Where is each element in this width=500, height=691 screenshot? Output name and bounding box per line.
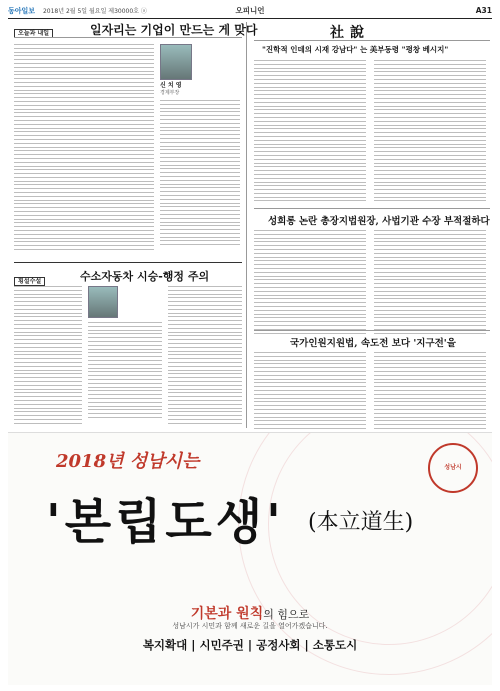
masthead [8, 4, 492, 18]
editorial-label: 社說 [330, 25, 370, 41]
ad-tagline-emphasis: 기본과 원칙 [190, 606, 264, 622]
ad-main-text: '본립도생' [46, 494, 285, 550]
editorial-3-body-text-1 [254, 352, 366, 436]
editorial-1-body-text-1 [254, 60, 366, 204]
top-rule [8, 18, 492, 19]
feature-label-box [14, 268, 45, 287]
city-logo-text: 성남시 [444, 464, 462, 471]
column-label: 오늘과 내일 [14, 29, 53, 38]
feature-label: 횡설수설 [14, 277, 45, 286]
column-body-text-2 [160, 100, 240, 248]
editorial-divider-1 [254, 208, 490, 209]
editorial-3-headline: 국가인원지원법, 속도전 보다 '지구전'을 [290, 338, 456, 349]
columnist-photo [160, 44, 192, 80]
city-advertisement [8, 432, 492, 685]
editorial-3-body-text-2 [374, 352, 486, 436]
newspaper-name: 동아일보 [8, 7, 36, 15]
editorial-divider-2 [254, 330, 490, 331]
editorial-1-body-text-2 [374, 60, 486, 204]
editorial-2-body-text-2 [374, 230, 486, 336]
byline [160, 80, 194, 96]
ad-hanja-text: (本立道生) [308, 510, 414, 535]
editorial-2-body-text-1 [254, 230, 366, 336]
column-head-rule [14, 37, 242, 38]
editorial-head-rule [254, 40, 490, 41]
ad-pillars: 복지확대 | 시민주권 | 공정사회 | 소통도시 [142, 638, 358, 652]
column-headline: 일자리는 기업이 만드는 게 맞다 [90, 23, 258, 37]
page-number: A31 [475, 6, 492, 15]
column-divider [246, 22, 247, 428]
feature-body-text-1 [14, 286, 82, 426]
feature-body-text-2 [88, 322, 162, 421]
editorial-2-headline: 성희롱 논란 총장지법원장, 사법기관 수장 부적절하다 [268, 216, 490, 227]
byline-name: 신 치 영 [160, 82, 182, 89]
column-body-text-1 [14, 44, 154, 253]
city-logo-icon [428, 443, 478, 493]
editorial-1-headline: "진학적 인데의 시재 강남다" 는 美부동령 "평창 베시지" [262, 45, 449, 54]
feature-headline: 수소자동차 시승-행정 주의 [80, 270, 210, 283]
ad-tagline [8, 603, 492, 623]
ad-subtitle: 성남시가 시민과 함께 새로운 길을 열어가겠습니다. [172, 622, 328, 630]
ad-tagline-suffix: 의 힘으로 [263, 608, 310, 621]
section-title: 오피니언 [235, 6, 265, 15]
feature-body-text-3 [168, 286, 242, 426]
feature-photo [88, 286, 118, 318]
byline-title: 경제부장 [160, 90, 180, 96]
section-divider [14, 262, 242, 263]
ad-year-text: 2018년 성남시는 [56, 451, 200, 472]
issue-date: 2018년 2월 5일 월요일 제30000호 ⓐ [42, 8, 147, 15]
